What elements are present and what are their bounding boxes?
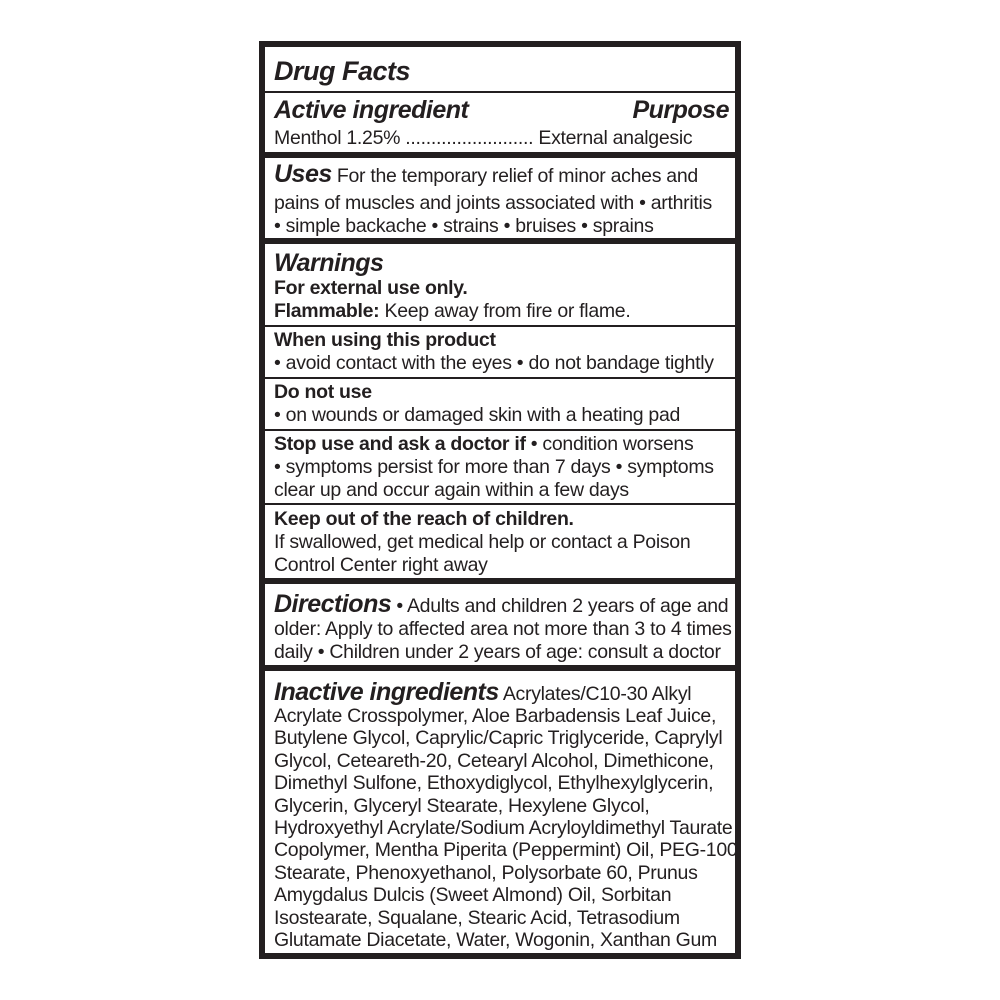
inactive-text-1: Acrylates/C10-30 Alkyl xyxy=(498,683,692,705)
divider xyxy=(265,325,735,327)
children-line-2: Control Center right away xyxy=(274,554,488,576)
drug-facts-panel xyxy=(259,41,741,959)
directions-line-2: older: Apply to affected area not more than 3 to 4 times xyxy=(274,618,732,640)
uses-text-1: For the temporary relief of minor aches and xyxy=(336,165,698,187)
do-not-use-heading: Do not use xyxy=(274,381,372,403)
flammable-text: Keep away from fire or flame. xyxy=(379,300,631,322)
directions-line-1 xyxy=(274,590,729,618)
divider xyxy=(265,152,735,158)
panel-title: Drug Facts xyxy=(274,56,411,86)
inactive-ingredients-line: Acrylate Crosspolymer, Aloe Barbadensis Leaf Juice, xyxy=(274,705,717,727)
when-using-line: • avoid contact with the eyes • do not bandage tightly xyxy=(274,352,714,374)
divider xyxy=(265,429,735,431)
divider xyxy=(265,578,735,584)
stop-use-text-1: • condition worsens xyxy=(525,433,694,455)
inactive-ingredients-line: Glycerin, Glyceryl Stearate, Hexylene Glycol, xyxy=(274,794,650,817)
flammable-line xyxy=(274,300,729,322)
divider xyxy=(265,665,735,671)
inactive-ingredients-line: Hydroxyethyl Acrylate/Sodium Acryloyldimethyl Taurate xyxy=(274,817,733,839)
purpose-heading: Purpose xyxy=(632,96,729,124)
inactive-ingredients-line: Copolymer, Mentha Piperita (Peppermint) Oil, PEG-100 xyxy=(274,839,738,862)
inactive-ingredients-line: Amygdalus Dulcis (Sweet Almond) Oil, Sorbitan xyxy=(274,884,672,907)
children-heading: Keep out of the reach of children. xyxy=(274,508,574,530)
uses-heading: Uses xyxy=(274,160,332,188)
children-line-1: If swallowed, get medical help or contact a Poison xyxy=(274,531,691,553)
do-not-use-line: • on wounds or damaged skin with a heating pad xyxy=(274,404,681,426)
inactive-ingredients-line: Stearate, Phenoxyethanol, Polysorbate 60, Prunus xyxy=(274,861,698,884)
directions-heading: Directions xyxy=(274,590,392,618)
flammable-label: Flammable: xyxy=(274,300,380,322)
divider xyxy=(265,503,735,505)
warnings-heading: Warnings xyxy=(274,249,384,277)
divider xyxy=(265,238,735,244)
stop-use-heading: Stop use and ask a doctor if xyxy=(274,433,526,455)
inactive-ingredients-line: Isostearate, Squalane, Stearic Acid, Tetrasodium xyxy=(274,906,680,929)
stop-use-line-1 xyxy=(274,433,729,455)
inactive-ingredients-line: Dimethyl Sulfone, Ethoxydiglycol, Ethylhexylglycerin, xyxy=(274,772,714,795)
inactive-line-1 xyxy=(274,678,729,706)
when-using-heading: When using this product xyxy=(274,329,496,351)
active-ingredient-line: Menthol 1.25% ......................... External analgesic xyxy=(274,127,693,149)
inactive-heading: Inactive ingredients xyxy=(274,678,499,706)
directions-line-3: daily • Children under 2 years of age: consult a doctor xyxy=(274,641,721,663)
divider xyxy=(265,91,735,93)
uses-line-2: pains of muscles and joints associated with • arthritis xyxy=(274,192,712,214)
divider xyxy=(265,377,735,379)
stop-use-line-3: clear up and occur again within a few days xyxy=(274,479,629,501)
inactive-ingredients-line: Butylene Glycol, Caprylic/Capric Triglyceride, Caprylyl xyxy=(274,727,723,750)
active-ingredient-heading-row xyxy=(274,95,729,125)
directions-text-1: • Adults and children 2 years of age and xyxy=(391,595,729,617)
uses-line-1 xyxy=(274,160,729,188)
stop-use-line-2: • symptoms persist for more than 7 days • symptoms xyxy=(274,456,714,478)
uses-line-3: • simple backache • strains • bruises • sprains xyxy=(274,215,654,237)
inactive-ingredients-line: Glycol, Ceteareth-20, Cetearyl Alcohol, Dimethicone, xyxy=(274,749,714,772)
active-ingredient-heading: Active ingredient xyxy=(274,96,469,124)
inactive-ingredients-line: Glutamate Diacetate, Water, Wogonin, Xanthan Gum xyxy=(274,929,718,951)
external-use-text: For external use only. xyxy=(274,277,468,299)
